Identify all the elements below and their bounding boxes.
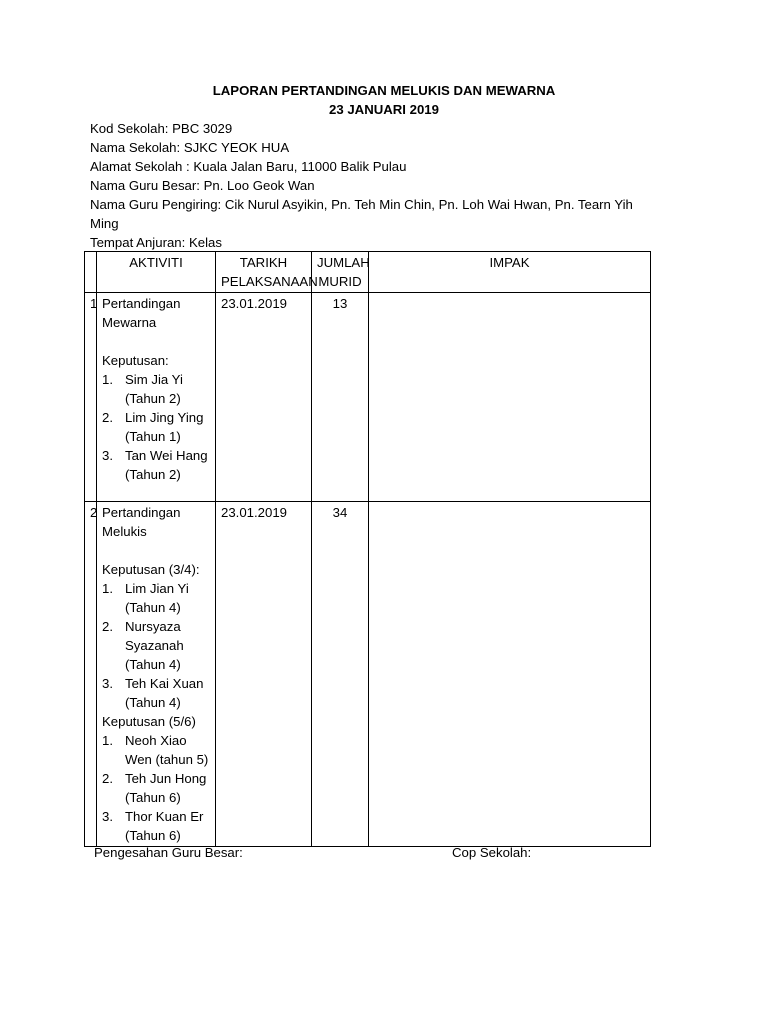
report-date: 23 JANUARI 2019 xyxy=(329,102,439,117)
header-impak: IMPAK xyxy=(369,252,651,293)
list-item: 3. Tan Wei Hang (Tahun 2) xyxy=(102,448,208,482)
table-row xyxy=(85,293,651,502)
list-item: 1. Neoh Xiao Wen (tahun 5) xyxy=(102,733,209,767)
report-table xyxy=(84,251,651,847)
student-count-cell: 34 xyxy=(312,502,369,847)
school-name: Nama Sekolah: SJKC YEOK HUA xyxy=(90,140,290,155)
activity-cell xyxy=(97,502,216,847)
result-label: Keputusan (5/6) xyxy=(102,714,196,729)
table-row xyxy=(85,502,651,847)
result-label: Keputusan: xyxy=(102,353,169,368)
list-item: 2. Nursyaza Syazanah (Tahun 4) xyxy=(102,619,184,672)
list-item: 2. Lim Jing Ying (Tahun 1) xyxy=(102,410,204,444)
list-item: 1. Lim Jian Yi (Tahun 4) xyxy=(102,581,189,615)
impact-cell xyxy=(369,293,651,502)
winner-list xyxy=(102,370,210,484)
student-count-cell: 13 xyxy=(312,293,369,502)
winner-list xyxy=(102,731,210,845)
row-number: 1 xyxy=(85,293,97,502)
table-header-row xyxy=(85,252,651,293)
school-code: Kod Sekolah: PBC 3029 xyxy=(90,121,233,136)
row-number: 2 xyxy=(85,502,97,847)
headmaster-name: Nama Guru Besar: Pn. Loo Geok Wan xyxy=(90,178,315,193)
list-item: 3. Thor Kuan Er (Tahun 6) xyxy=(102,809,204,843)
impact-cell xyxy=(369,502,651,847)
report-title: LAPORAN PERTANDINGAN MELUKIS DAN MEWARNA xyxy=(212,83,556,98)
list-item: 2. Teh Jun Hong (Tahun 6) xyxy=(102,771,207,805)
header-tarikh: TARIKH PELAKSANAAN xyxy=(216,252,312,293)
date-cell: 23.01.2019 xyxy=(216,502,312,847)
list-item: 1. Sim Jia Yi (Tahun 2) xyxy=(102,372,183,406)
result-label: Keputusan (3/4): xyxy=(102,562,200,577)
header-no xyxy=(85,252,97,293)
winner-list xyxy=(102,579,210,712)
header-jumlah: JUMLAH MURID xyxy=(312,252,369,293)
header-aktiviti: AKTIVITI xyxy=(97,252,216,293)
school-address: Alamat Sekolah : Kuala Jalan Baru, 11000 Balik Pulau xyxy=(90,159,407,174)
activity-cell xyxy=(97,293,216,502)
list-item: 3. Teh Kai Xuan (Tahun 4) xyxy=(102,676,204,710)
activity-name: Pertandingan Melukis xyxy=(102,505,181,539)
accompanying-teachers: Nama Guru Pengiring: Cik Nurul Asyikin, Pn. Teh Min Chin, Pn. Loh Wai Hwan, Pn. Tearn Yih Ming xyxy=(90,197,633,231)
school-stamp-label: Cop Sekolah: xyxy=(452,845,532,860)
school-info xyxy=(90,119,660,252)
date-cell: 23.01.2019 xyxy=(216,293,312,502)
activity-name: Pertandingan Mewarna xyxy=(102,296,181,330)
venue: Tempat Anjuran: Kelas xyxy=(90,235,222,250)
headmaster-approval-label: Pengesahan Guru Besar: xyxy=(94,845,243,860)
